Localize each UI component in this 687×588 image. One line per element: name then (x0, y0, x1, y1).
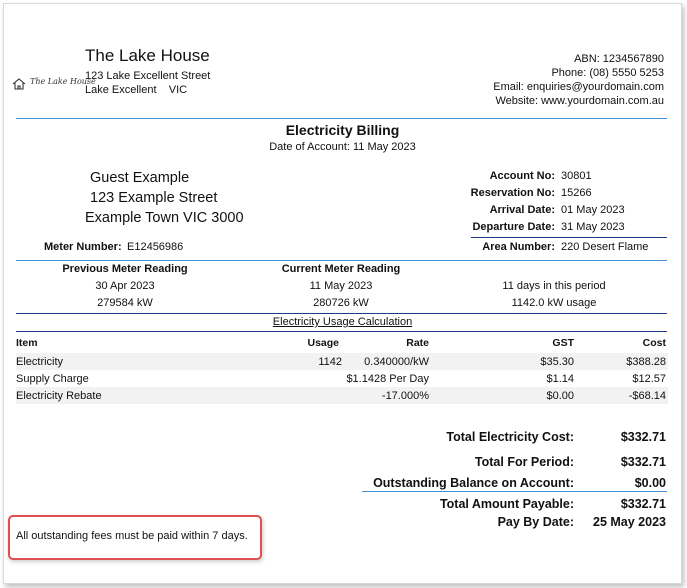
row-rate: 0.340000/kW (364, 356, 429, 368)
guest-city: Example Town VIC 3000 (85, 210, 244, 226)
table-top-rule (16, 331, 667, 332)
payment-note-callout (8, 515, 262, 560)
business-name: The Lake House (85, 46, 210, 65)
pay-by-date-value: 25 May 2023 (593, 515, 666, 529)
row-gst: $0.00 (546, 390, 574, 402)
account-date: Date of Account: 11 May 2023 (269, 141, 416, 153)
outstanding-underline (362, 491, 667, 492)
meter-divider (16, 260, 667, 261)
departure-underline (471, 237, 667, 238)
readings-divider (16, 313, 667, 314)
previous-reading-date: 30 Apr 2023 (95, 280, 155, 292)
invoice-page (3, 3, 682, 584)
row-rate: -17.000% (381, 390, 429, 402)
total-electricity-cost-value: $332.71 (620, 430, 666, 444)
row-item: Electricity Rebate (16, 390, 102, 402)
reservation-no-label: Reservation No: (470, 187, 555, 199)
row-cost: $12.57 (632, 373, 666, 385)
previous-reading-value: 279584 kW (97, 297, 153, 309)
header-divider (16, 118, 667, 119)
departure-date-label: Departure Date: (472, 221, 555, 233)
usage-total: 1142.0 kW usage (511, 297, 597, 309)
row-gst: $1.14 (546, 373, 574, 385)
outstanding-balance-label: Outstanding Balance on Account: (373, 476, 574, 490)
row-cost: $388.28 (626, 356, 666, 368)
reservation-no-value: 15266 (561, 187, 592, 199)
row-item: Supply Charge (16, 373, 89, 385)
account-no-label: Account No: (489, 170, 555, 182)
logo (12, 74, 96, 96)
col-header-gst: GST (552, 337, 574, 349)
current-reading-date: 11 May 2023 (309, 280, 373, 292)
previous-reading-header: Previous Meter Reading (62, 263, 188, 275)
usage-table-caption: Electricity Usage Calculation (272, 316, 413, 328)
total-for-period-value: $332.71 (620, 455, 666, 469)
payment-note: All outstanding fees must be paid within 7 days. (16, 530, 248, 542)
meter-number-label: Meter Number: (44, 241, 122, 253)
period-days: 11 days in this period (502, 280, 606, 292)
arrival-date-value: 01 May 2023 (561, 204, 625, 216)
guest-street: 123 Example Street (90, 190, 218, 206)
row-usage: 1142 (318, 356, 342, 368)
area-number-label: Area Number: (482, 241, 555, 253)
current-reading-header: Current Meter Reading (281, 263, 401, 275)
business-address-line1: 123 Lake Excellent Street (85, 70, 211, 82)
phone: Phone: (08) 5550 5253 (551, 67, 664, 79)
row-gst: $35.30 (540, 356, 574, 368)
logo-text: The Lake House (30, 77, 96, 86)
col-header-usage: Usage (307, 337, 339, 349)
house-logo-icon (12, 77, 26, 91)
arrival-date-label: Arrival Date: (489, 204, 555, 216)
outstanding-balance-value: $0.00 (634, 476, 666, 490)
abn: ABN: 1234567890 (574, 53, 664, 65)
row-rate: $1.1428 Per Day (346, 373, 429, 385)
col-header-rate: Rate (406, 337, 429, 349)
col-header-item: Item (16, 337, 38, 349)
account-no-value: 30801 (561, 170, 592, 182)
current-reading-value: 280726 kW (313, 297, 369, 309)
bill-title: Electricity Billing (285, 122, 400, 138)
area-number-value: 220 Desert Flame (561, 241, 649, 253)
total-for-period-label: Total For Period: (474, 455, 574, 469)
row-cost: -$68.14 (628, 390, 666, 402)
business-address-line2: Lake Excellent VIC (85, 84, 188, 96)
departure-date-value: 31 May 2023 (561, 221, 625, 233)
row-item: Electricity (16, 356, 64, 368)
meter-number-value: E12456986 (127, 241, 184, 253)
guest-name: Guest Example (90, 170, 190, 186)
email: Email: enquiries@yourdomain.com (493, 81, 664, 93)
total-payable-value: $332.71 (620, 497, 666, 511)
pay-by-date-label: Pay By Date: (497, 515, 574, 529)
total-electricity-cost-label: Total Electricity Cost: (446, 430, 574, 444)
total-payable-label: Total Amount Payable: (439, 497, 574, 511)
col-header-cost: Cost (642, 337, 666, 349)
website: Website: www.yourdomain.com.au (495, 95, 664, 107)
